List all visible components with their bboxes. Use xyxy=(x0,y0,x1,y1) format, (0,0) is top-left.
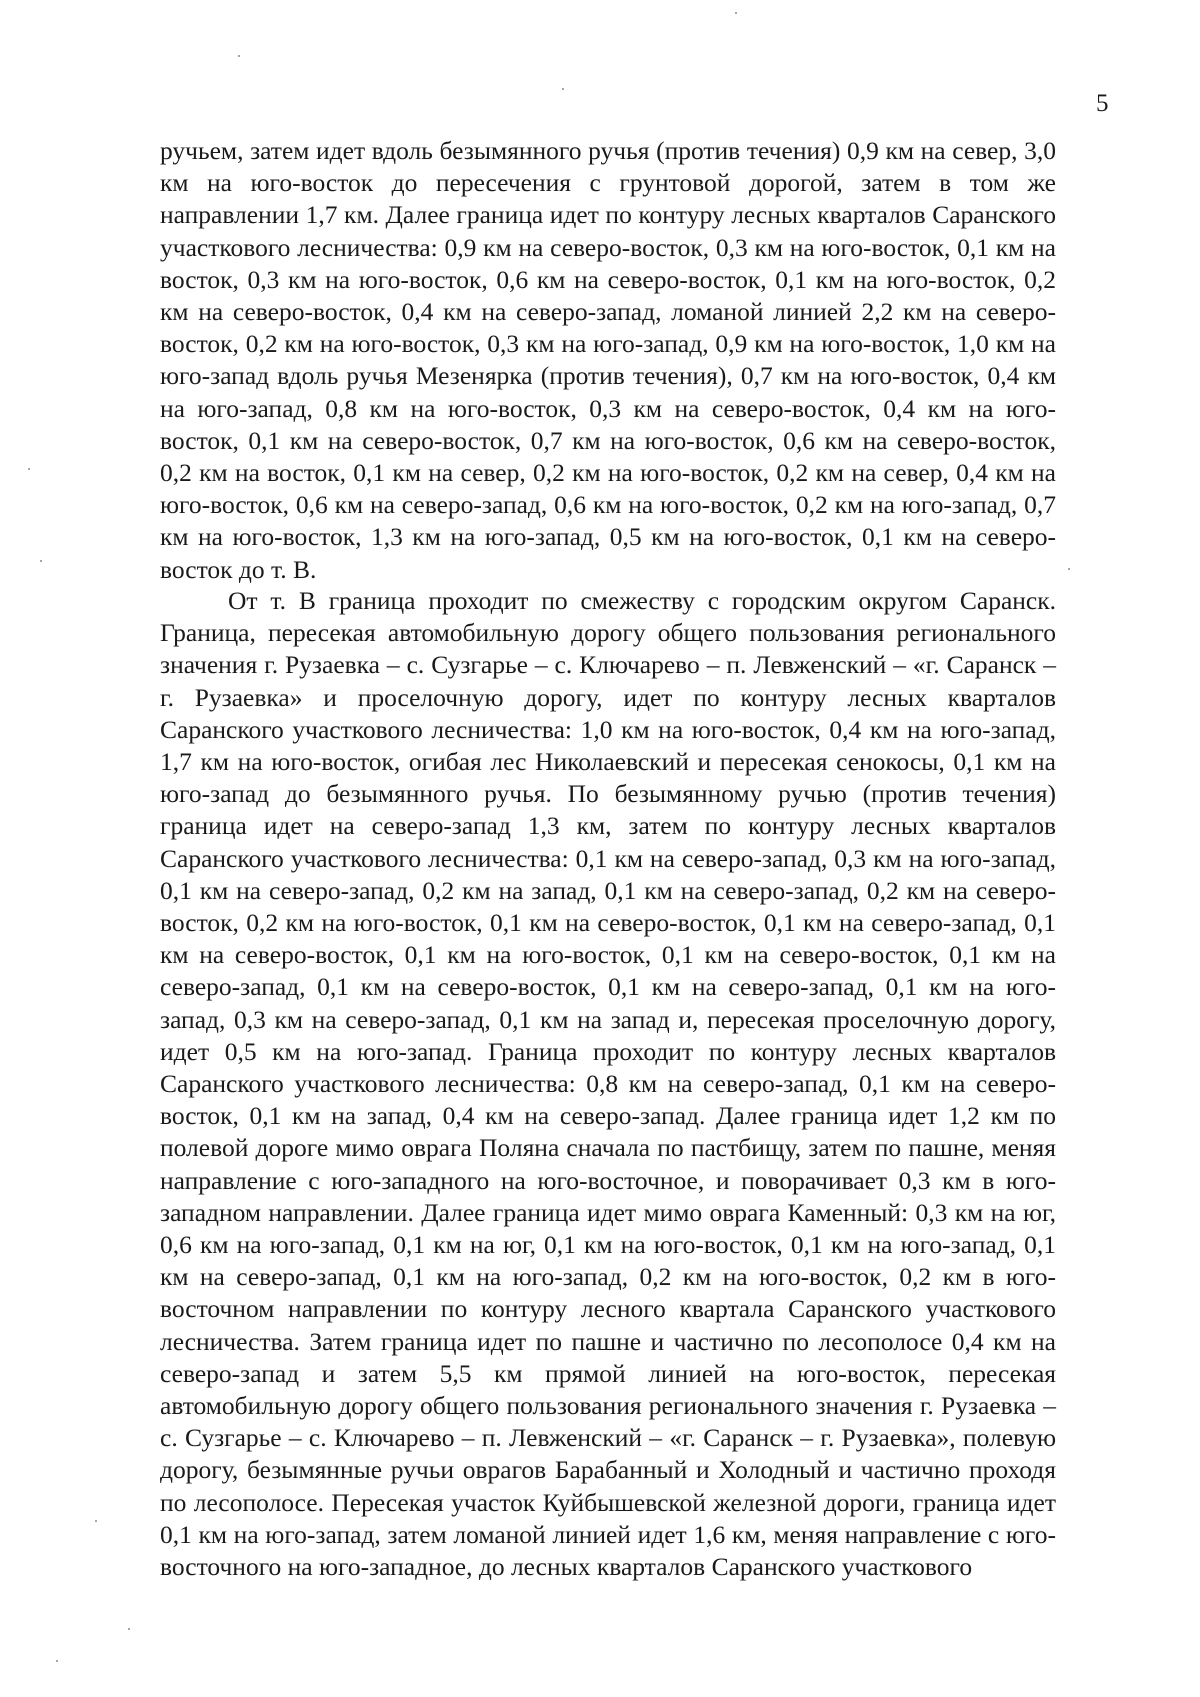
scan-speck xyxy=(40,560,42,562)
scan-speck xyxy=(238,55,240,57)
scan-speck xyxy=(28,468,30,470)
scan-speck xyxy=(95,1520,97,1522)
scan-speck xyxy=(562,88,564,90)
scan-speck xyxy=(1068,568,1070,570)
scan-speck xyxy=(56,1660,58,1662)
page-number: 5 xyxy=(1096,90,1109,117)
paragraph-1: ручьем, затем идет вдоль безымянного ручья (против течения) 0,9 км на север, 3,0 км на юго-восток до пересечения с грунтовой дорогой, затем в том же направлении 1,7 км. Далее граница идет по контуру лесных кварталов Саранского участкового лесничества: 0,9 км на северо-восток, 0,3 км на юго-восток, 0,1 км на восток, 0,3 км на юго-восток, 0,6 км на северо-восток, 0,1 км на юго-восток, 0,2 км на северо-восток, 0,4 км на северо-запад, ломаной линией 2,2 км на северо-восток, 0,2 км на юго-восток, 0,3 км на юго-запад, 0,9 км на юго-восток, 1,0 км на юго-запад вдоль ручья Мезенярка (против течения), 0,7 км на юго-восток, 0,4 км на юго-запад, 0,8 км на юго-восток, 0,3 км на северо-восток, 0,4 км на юго-восток, 0,1 км на северо-восток, 0,7 км на юго-восток, 0,6 км на северо-восток, 0,2 км на восток, 0,1 км на север, 0,2 км на юго-восток, 0,2 км на север, 0,4 км на юго-восток, 0,6 км на северо-запад, 0,6 км на юго-восток, 0,2 км на юго-запад, 0,7 км на юго-восток, 1,3 км на юго-запад, 0,5 км на юго-восток, 0,1 км на северо-восток до т. В. xyxy=(160,136,1056,584)
scan-speck xyxy=(128,1628,130,1630)
scan-speck xyxy=(735,12,737,14)
paragraph-2: От т. В граница проходит по смежеству с городским округом Саранск. Граница, пересекая автомобильную дорогу общего пользования регионального значения г. Рузаевка – с. Сузгарье – с. Ключарево – п. Левженский – «г. Саранск – г. Рузаевка» и проселочную дорогу, идет по контуру лесных кварталов Саранского участкового лесничества: 1,0 км на юго-восток, 0,4 км на юго-запад, 1,7 км на юго-восток, огибая лес Николаевский и пересекая сенокосы, 0,1 км на юго-запад до безымянного ручья. По безымянному ручью (против течения) граница идет на северо-запад 1,3 км, затем по контуру лесных кварталов Саранского участкового лесничества: 0,1 км на северо-запад, 0,3 км на юго-запад, 0,1 км на северо-запад, 0,2 км на запад, 0,1 км на северо-запад, 0,2 км на северо-восток, 0,2 км на юго-восток, 0,1 км на северо-восток, 0,1 км на северо-запад, 0,1 км на северо-восток, 0,1 км на юго-восток, 0,1 км на северо-восток, 0,1 км на северо-запад, 0,1 км на северо-восток, 0,1 км на северо-запад, 0,1 км на юго-запад, 0,3 км на северо-запад, 0,1 км на запад и, пересекая проселочную дорогу, идет 0,5 км на юго-запад. Граница проходит по контуру лесных кварталов Саранского участкового лесничества: 0,8 км на северо-запад, 0,1 км на северо-восток, 0,1 км на запад, 0,4 км на северо-запад. Далее граница идет 1,2 км по полевой дороге мимо оврага Поляна сначала по пастбищу, затем по пашне, меняя направление с юго-западного на юго-восточное, и поворачивает 0,3 км в юго-западном направлении. Далее граница идет мимо оврага Каменный: 0,3 км на юг, 0,6 км на юго-запад, 0,1 км на юг, 0,1 км на юго-восток, 0,1 км на юго-запад, 0,1 км на северо-запад, 0,1 км на юго-запад, 0,2 км на юго-восток, 0,2 км в юго-восточном направлении по контуру лесного квартала Саранского участкового лесничества. Затем граница идет по пашне и частично по лесополосе 0,4 км на северо-запад и затем 5,5 км прямой линией на юго-восток, пересекая автомобильную дорогу общего пользования регионального значения г. Рузаевка – с. Сузгарье – с. Ключарево – п. Левженский – «г. Саранск – г. Рузаевка», полевую дорогу, безымянные ручьи оврагов Барабанный и Холодный и частично проходя по лесополосе. Пересекая участок Куйбышевской железной дороги, граница идет 0,1 км на юго-запад, затем ломаной линией идет 1,6 км, меняя направление с юго-восточного на юго-западное, до лесных кварталов Саранского участкового xyxy=(160,586,1056,1582)
